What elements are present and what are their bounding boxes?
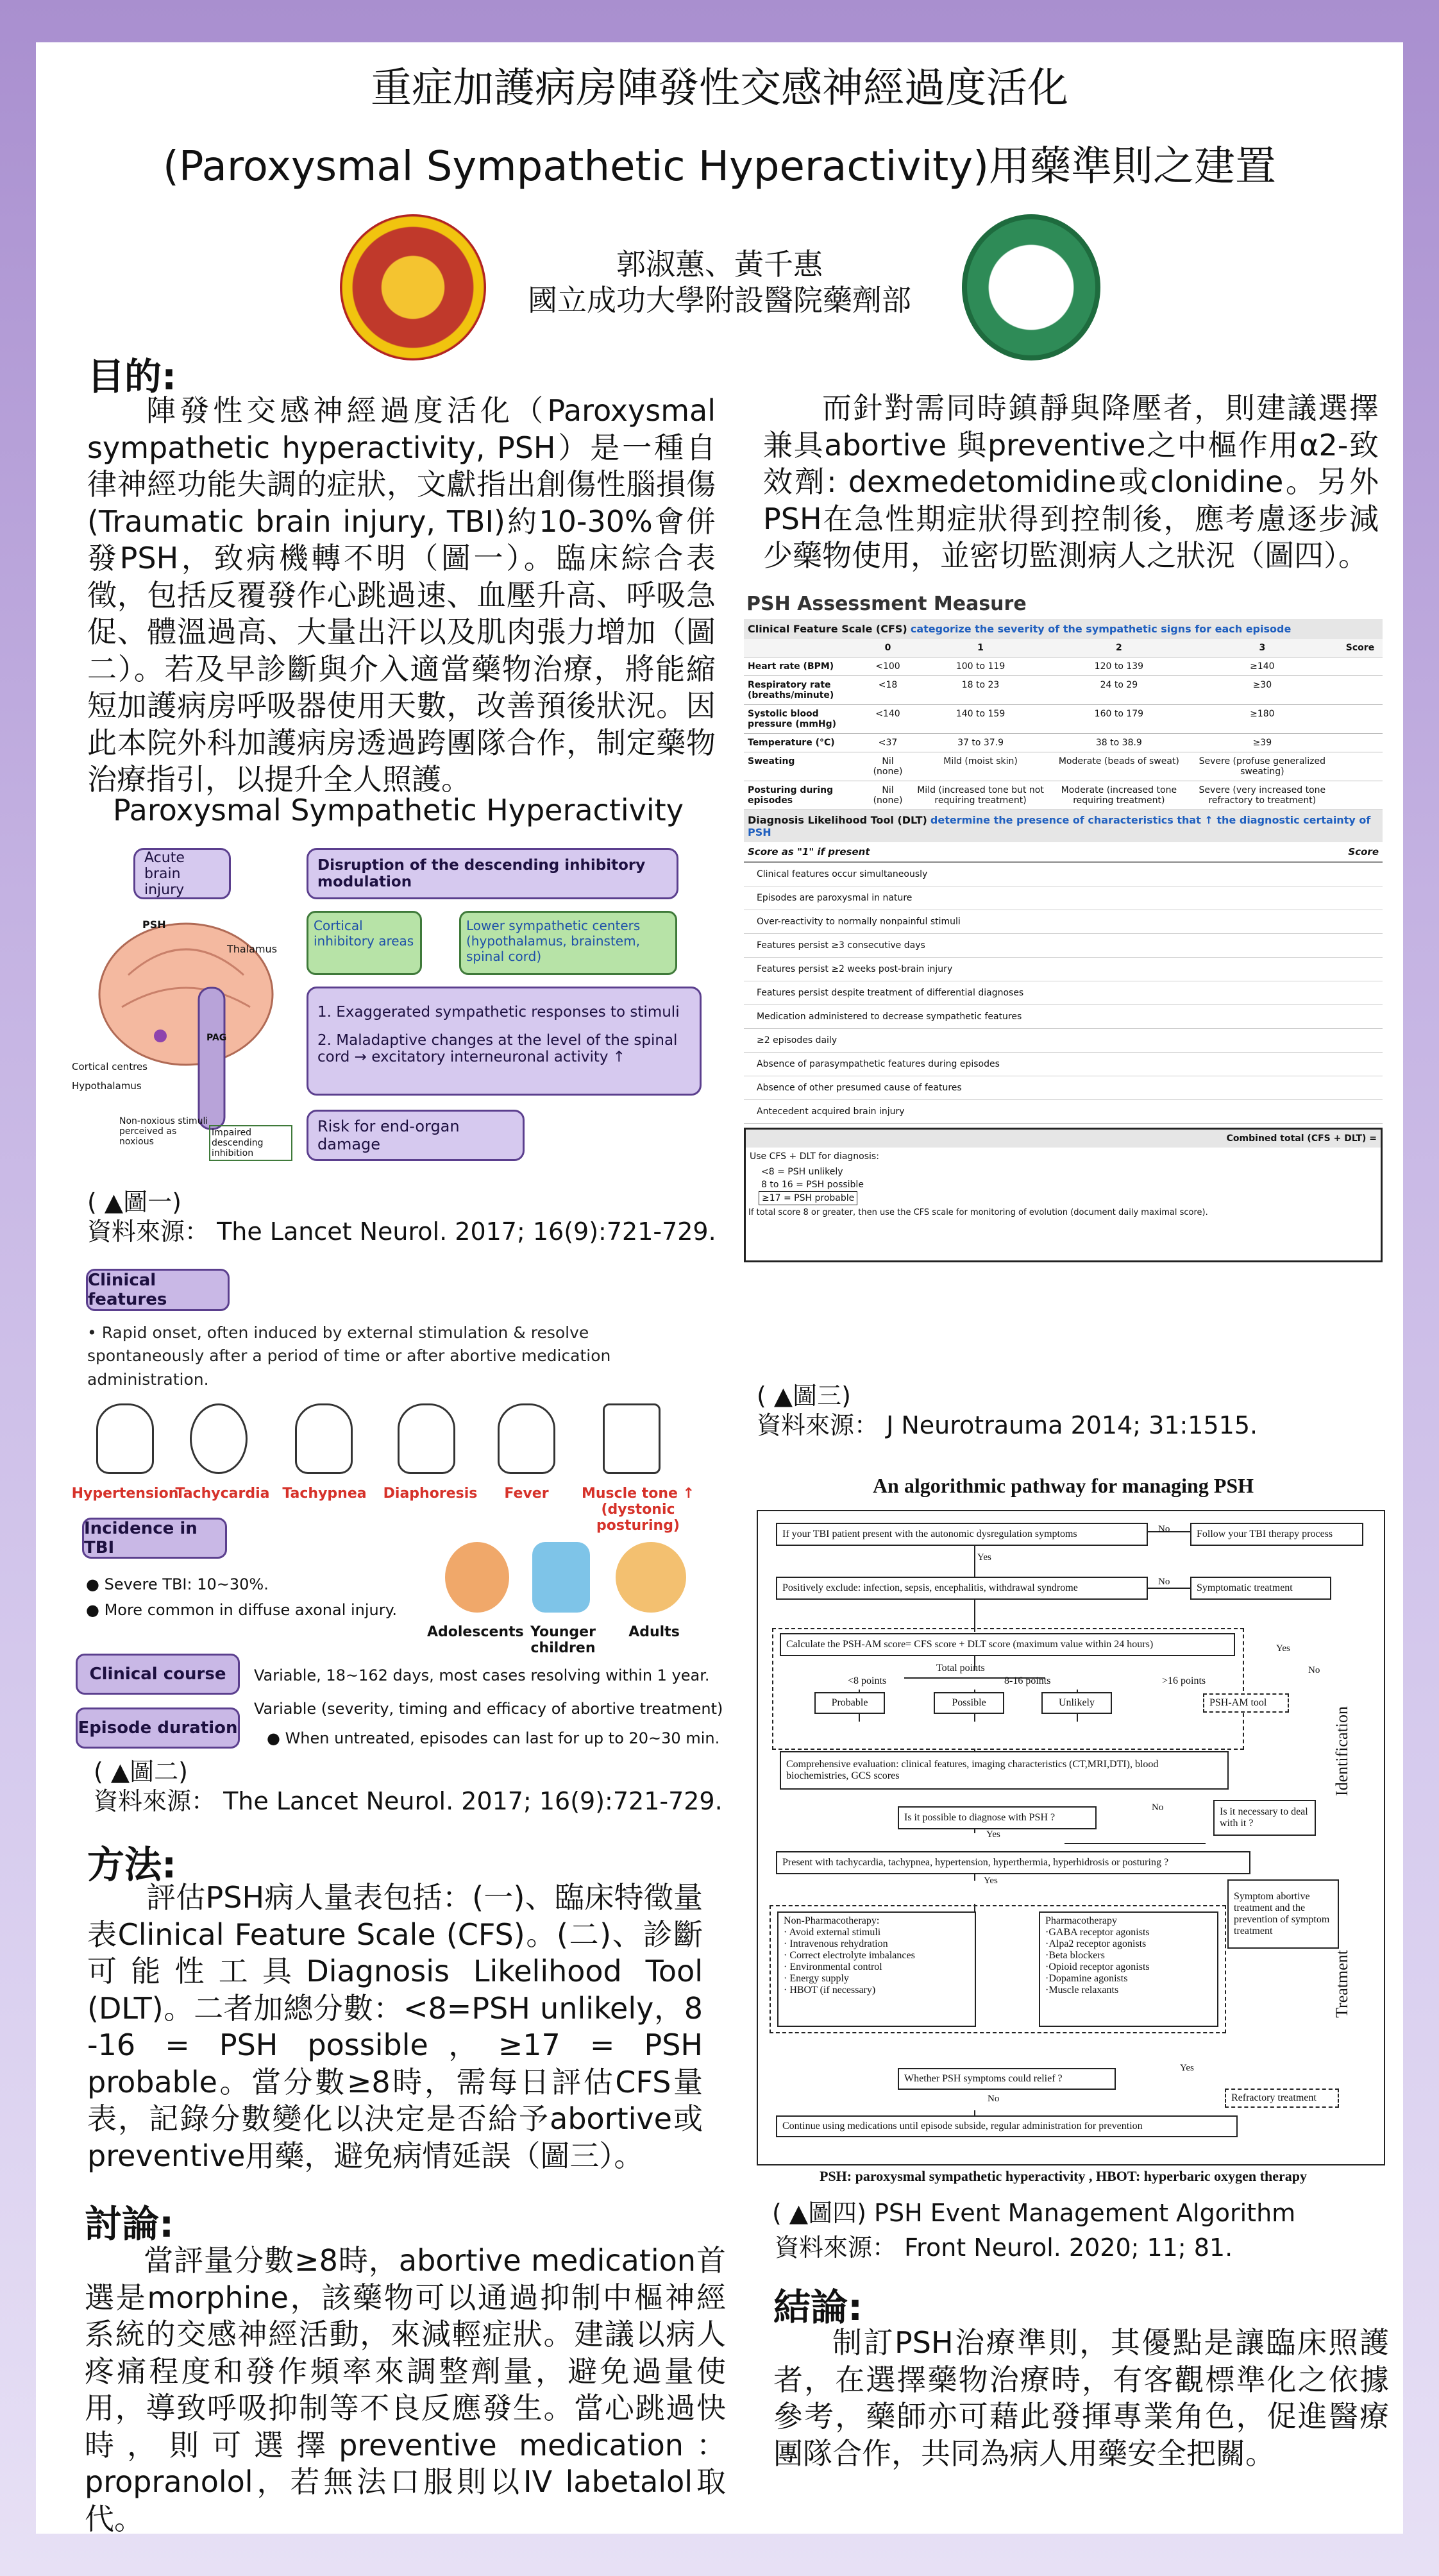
list-item: ≥2 episodes daily <box>744 1029 1383 1053</box>
fig4-possible: Possible <box>934 1692 1004 1714</box>
list-item: Absence of parasympathetic features during episodes <box>744 1053 1383 1076</box>
fig2-incidence: Incidence in TBI <box>82 1518 227 1559</box>
cell <box>1338 734 1383 752</box>
cell: Mild (moist skin) <box>910 752 1051 781</box>
fig1-cortical: Cortical inhibitory areas <box>307 911 422 975</box>
cfs-col: 2 <box>1051 639 1187 657</box>
fig2-common: ● More common in diffuse axonal injury. <box>86 1601 398 1619</box>
fig4-b1: If your TBI patient present with the autonomic dysregulation symptoms <box>776 1523 1148 1546</box>
fig1-point1: 1. Exaggerated sympathetic responses to stimuli <box>317 1004 680 1021</box>
fig4-tool: PSH-AM tool <box>1203 1693 1289 1713</box>
list-item: ·Alpa2 receptor agonists <box>1045 1938 1147 1949</box>
table-row <box>744 734 1383 752</box>
cfs-col <box>744 639 866 657</box>
fig3-combined-box <box>744 1128 1383 1262</box>
cell: 18 to 23 <box>910 676 1051 705</box>
fig1-cortical-centres-label: Cortical centres <box>72 1061 147 1072</box>
fig1-caption: ( ▲圖一) <box>87 1188 181 1216</box>
cell: Moderate (increased tone requiring treatment) <box>1051 781 1187 810</box>
cell: <18 <box>866 676 910 705</box>
diaphoresis-icon <box>398 1403 455 1474</box>
list-item: Medication administered to decrease sympathetic features <box>744 1005 1383 1029</box>
fig3-dlt-subheader <box>744 842 1383 863</box>
list-item: · Avoid external stimuli <box>784 1927 881 1938</box>
table-row <box>744 752 1383 781</box>
fig1-lower-centers: Lower sympathetic centers (hypothalamus, brainstem, spinal cord) <box>459 911 677 975</box>
list-item: · Intravenous rehydration <box>784 1938 888 1949</box>
fig4-footnote: PSH: paroxysmal sympathetic hyperactivity , HBOT: hyperbaric oxygen therapy <box>820 2168 1307 2184</box>
fig4-b7: Whether PSH symptoms could relief ? <box>898 2068 1116 2090</box>
fig4-b3: Calculate the PSH-AM score= CFS score + DLT score (maximum value within 24 hours) <box>780 1633 1235 1656</box>
department-logo <box>962 214 1100 360</box>
fig4-total: Total points <box>936 1663 985 1674</box>
fig3-dlt-label: Diagnosis Likelihood Tool (DLT) <box>748 814 927 826</box>
conclusion-heading: 結論: <box>773 2285 863 2329</box>
author-names: 郭淑蕙、黃千惠 <box>616 247 823 282</box>
fig4-treatment: Treatment <box>1333 1950 1351 2018</box>
list-item: Features persist ≥2 weeks post-brain injury <box>744 958 1383 981</box>
cell: Mild (increased tone but not requiring treatment) <box>910 781 1051 810</box>
fig2-severe-tbi: ● Severe TBI: 10~30%. <box>86 1575 269 1593</box>
sign-fever: Fever <box>504 1486 549 1502</box>
cfs-col: 3 <box>1187 639 1338 657</box>
cell: Systolic blood pressure (mmHg) <box>744 705 866 734</box>
table-row <box>744 781 1383 810</box>
fig4-yes: Yes <box>1180 2063 1194 2073</box>
cell <box>1338 676 1383 705</box>
table-row <box>744 676 1383 705</box>
fig4-yes: Yes <box>1276 1643 1290 1654</box>
cell: ≥30 <box>1187 676 1338 705</box>
fig3-dlt-header <box>744 810 1383 842</box>
fig1-hypothalamus-label: Hypothalamus <box>72 1080 142 1092</box>
sign-muscle-tone: Muscle tone ↑ (dystonic posturing) <box>581 1486 695 1534</box>
fever-icon <box>498 1403 555 1474</box>
fig2-episode-duration: Episode duration <box>76 1707 240 1749</box>
sign-tachycardia: Tachycardia <box>175 1486 270 1502</box>
cell: Posturing during episodes <box>744 781 866 810</box>
cell: Sweating <box>744 752 866 781</box>
fig1-thalamus-label: Thalamus <box>227 943 278 955</box>
age-younger-children: Younger children <box>530 1624 596 1656</box>
fig4-source: 資料來源： Front Neurol. 2020; 11; 81. <box>775 2233 1233 2262</box>
hypertension-icon <box>96 1403 154 1474</box>
cell: Heart rate (BPM) <box>744 657 866 676</box>
table-row <box>744 639 1383 657</box>
fig4-b2r: Symptomatic treatment <box>1190 1577 1331 1600</box>
fig3-combined: Combined total (CFS + DLT) = <box>746 1130 1381 1148</box>
fig3-dlt-note: determine the presence of characteristics that ↑ the diagnostic certainty of PSH <box>748 814 1371 838</box>
fig4-sym: Symptom abortive treatment and the prevention of symptom treatment <box>1227 1879 1339 1949</box>
list-item: ·Beta blockers <box>1045 1950 1105 1961</box>
fig3-dlt-head: Score as "1" if present <box>748 846 870 858</box>
sign-tachypnea: Tachypnea <box>282 1486 367 1502</box>
list-item: Clinical features occur simultaneously <box>744 863 1383 886</box>
fig1-acute-injury: Acute brain injury <box>133 848 231 899</box>
affiliation: 國立成功大學附設醫院藥劑部 <box>528 283 911 318</box>
list-item: Over-reactivity to normally nonpainful stimuli <box>744 910 1383 934</box>
fig4-no: No <box>1152 1802 1164 1813</box>
fig3-use: Use CFS + DLT for diagnosis: <box>750 1151 879 1162</box>
fig3-assessment-measure <box>744 589 1383 1374</box>
fig2-clinical-course: Clinical course <box>76 1654 240 1695</box>
list-item: · HBOT (if necessary) <box>784 1985 876 1996</box>
list-item: ·GABA receptor agonists <box>1045 1927 1150 1938</box>
cell <box>1338 752 1383 781</box>
sign-diaphoresis: Diaphoresis <box>383 1486 478 1502</box>
cell: Nil (none) <box>866 781 910 810</box>
cell <box>1338 657 1383 676</box>
cell: ≥39 <box>1187 734 1338 752</box>
fig4-no: No <box>1158 1524 1170 1534</box>
cell: ≥180 <box>1187 705 1338 734</box>
cell: 160 to 179 <box>1051 705 1187 734</box>
adolescent-icon <box>445 1542 509 1613</box>
list-item: · Environmental control <box>784 1962 882 1972</box>
fig4-b6: Present with tachycardia, tachypnea, hypertension, hyperthermia, hyperhidrosis or posturing ? <box>776 1851 1250 1874</box>
tachypnea-icon <box>295 1403 353 1474</box>
fig1-psh-label: PSH <box>142 919 166 931</box>
fig3-cfs-label: Clinical Feature Scale (CFS) <box>748 623 907 635</box>
fig4-identification: Identification <box>1333 1706 1351 1797</box>
adult-icon <box>616 1542 686 1613</box>
list-item: Features persist despite treatment of differential diagnoses <box>744 981 1383 1005</box>
fig4-b5r: Is it necessary to deal with it ? <box>1213 1800 1316 1836</box>
fig4-816: 8-16 points <box>1004 1675 1051 1686</box>
table-row <box>744 657 1383 676</box>
fig4-nonpharm <box>777 1911 976 2027</box>
fig2-duration-text: Variable (severity, timing and efficacy of abortive treatment) <box>254 1700 723 1718</box>
muscle-tone-icon <box>603 1403 661 1474</box>
cfs-col: Score <box>1338 639 1383 657</box>
fig3-cfs-header <box>744 619 1383 639</box>
list-item: ·Dopamine agonists <box>1045 1973 1128 1984</box>
fig3-caption: ( ▲圖三) <box>757 1382 851 1410</box>
fig4-lt8: <8 points <box>848 1675 887 1686</box>
list-item: Episodes are paroxysmal in nature <box>744 886 1383 910</box>
fig2-duration-bullet: ● When untreated, episodes can last for up to 20~30 min. <box>267 1729 720 1747</box>
fig3-footnote: If total score 8 or greater, then use the CFS scale for monitoring of evolution (document daily maximal score). <box>748 1208 1208 1217</box>
fig4-title: An algorithmic pathway for managing PSH <box>872 1474 1254 1497</box>
cell: Severe (very increased tone refractory to treatment) <box>1187 781 1338 810</box>
fig2-severe-text: Severe TBI: 10~30%. <box>104 1575 269 1593</box>
fig4-yes: Yes <box>977 1552 991 1563</box>
cell: 120 to 139 <box>1051 657 1187 676</box>
cell: 37 to 37.9 <box>910 734 1051 752</box>
fig4-b8: Continue using medications until episode subside, regular administration for prevention <box>776 2115 1238 2137</box>
fig4-arrows <box>757 1510 1385 2165</box>
cell: Severe (profuse generalized sweating) <box>1187 752 1338 781</box>
title-line2: (Paroxysmal Sympathetic Hyperactivity)用藥準則之建置 <box>162 143 1277 191</box>
fig4-caption: ( ▲圖四) PSH Event Management Algorithm <box>772 2199 1296 2227</box>
list-item: · Energy supply <box>784 1973 849 1984</box>
cell <box>1338 781 1383 810</box>
fig4-gt16: >16 points <box>1162 1675 1206 1686</box>
fig4-nonpharm-title: Non-Pharmacotherapy: <box>784 1915 880 1926</box>
title-line1: 重症加護病房陣發性交感神經過度活化 <box>371 65 1068 112</box>
fig4-probable: Probable <box>814 1692 885 1714</box>
fig4-no: No <box>988 2094 1000 2104</box>
cfs-col: 0 <box>866 639 910 657</box>
fig4-pharm <box>1039 1911 1218 2027</box>
tachycardia-icon <box>190 1403 248 1474</box>
right-intro-text: 而針對需同時鎮靜與降壓者，則建議選擇兼具abortive 與preventive之中樞作用α2-致效劑: dexmedetomidine或clonidine。另外PSH在急性期症狀得到控制後，應考慮逐步減少藥物使用，並密切監測病人之狀況（圖四）。 <box>763 391 1379 573</box>
fig4-yes: Yes <box>986 1829 1000 1840</box>
fig4-b1r: Follow your TBI therapy process <box>1190 1523 1363 1546</box>
list-item: Absence of other presumed cause of features <box>744 1076 1383 1100</box>
table-row <box>744 705 1383 734</box>
cell: 140 to 159 <box>910 705 1051 734</box>
list-item: Features persist ≥3 consecutive days <box>744 934 1383 958</box>
methods-text: 評估PSH病人量表包括：(一)、臨床特徵量表Clinical Feature Scale (CFS)。(二)、診斷可能性工具Diagnosis Likelihood Tool (DLT)。二者加總分數：<8=PSH unlikely，8 -16 = PSH possible，≥17 = PSH probable。當分數≥8時，需每日評估CFS量表，記錄分數變化以決定是否給予abortive或preventive用藥，避免病情延誤（圖三）。 <box>87 1880 703 2173</box>
cell: ≥140 <box>1187 657 1338 676</box>
methods-heading: 方法: <box>87 1843 177 1886</box>
conclusion-text: 制訂PSH治療準則，其優點是讓臨床照護者，在選擇藥物治療時，有客觀標準化之依據參考，藥師亦可藉此發揮專業角色，促進醫療團隊合作，共同為病人用藥安全把關。 <box>773 2325 1389 2471</box>
fig1-source: 資料來源： The Lancet Neurol. 2017; 16(9):721-729. <box>87 1217 716 1246</box>
age-adolescents: Adolescents <box>427 1624 524 1640</box>
fig4-pharm-title: Pharmacotherapy <box>1045 1915 1117 1926</box>
fig3-unlikely: <8 = PSH unlikely <box>761 1167 843 1177</box>
fig4-b5: Is it possible to diagnose with PSH ? <box>898 1806 1097 1829</box>
list-item: ·Opioid receptor agonists <box>1045 1962 1150 1972</box>
list-item: ·Muscle relaxants <box>1045 1985 1119 1996</box>
cell: Nil (none) <box>866 752 910 781</box>
purpose-heading: 目的: <box>87 355 177 398</box>
list-item: · Correct electrolyte imbalances <box>784 1950 915 1961</box>
fig4-unlikely: Unlikely <box>1041 1692 1112 1714</box>
cell: Respiratory rate (breaths/minute) <box>744 676 866 705</box>
fig1-point2: 2. Maladaptive changes at the level of the spinal cord → excitatory interneuronal activity ↑ <box>317 1032 678 1065</box>
cell: 24 to 29 <box>1051 676 1187 705</box>
cfs-col: 1 <box>910 639 1051 657</box>
fig2-caption: ( ▲圖二) <box>94 1758 188 1786</box>
fig2-common-text: More common in diffuse axonal injury. <box>104 1601 398 1619</box>
cell: Temperature (°C) <box>744 734 866 752</box>
discussion-text: 當評量分數≥8時，abortive medication首選是morphine，該藥物可以通過抑制中樞神經系統的交感神經活動，來減輕症狀。建議以病人疼痛程度和發作頻率來調整劑量，避免過量使用，導致呼吸抑制等不良反應發生。當心跳過快時，則可選擇preventive medication：propranolol，若無法口服則以IV labetalol取代。 <box>85 2243 726 2536</box>
fig3-cfs-note: categorize the severity of the sympathetic signs for each episode <box>910 623 1292 635</box>
fig4-refractory: Refractory treatment <box>1225 2089 1339 2108</box>
fig3-dlt-score: Score <box>1348 846 1379 858</box>
fig2-course-text: Variable, 18~162 days, most cases resolving within 1 year. <box>254 1666 710 1684</box>
sign-hypertension: Hypertension <box>71 1486 179 1502</box>
purpose-text: 陣發性交感神經過度活化（Paroxysmal sympathetic hyperactivity, PSH）是一種自律神經功能失調的症狀，文獻指出創傷性腦損傷(Traumatic brain injury, TBI)約10-30%會併發PSH，致病機轉不明（圖一）。臨床綜合表徵，包括反覆發作心跳過速、血壓升高、呼吸急促、體溫過高、大量出汗以及肌肉張力增加（圖二）。若及早診斷與介入適當藥物治療，將能縮短加護病房呼吸器使用天數，改善預後狀況。因此本院外科加護病房透過跨團隊合作，制定藥物治療指引，以提升全人照護。 <box>87 393 716 797</box>
fig1-risk: Risk for end-organ damage <box>307 1110 525 1161</box>
cell: <100 <box>866 657 910 676</box>
child-icon <box>532 1542 590 1613</box>
fig3-source: 資料來源： J Neurotrauma 2014; 31:1515. <box>757 1411 1258 1439</box>
list-item: Antecedent acquired brain injury <box>744 1100 1383 1124</box>
cell <box>1338 705 1383 734</box>
cell: <37 <box>866 734 910 752</box>
fig1-disruption: Disruption of the descending inhibitory modulation <box>307 848 678 899</box>
discussion-heading: 討論: <box>85 2202 174 2246</box>
fig1-pag-label: PAG <box>206 1033 227 1043</box>
fig3-title: PSH Assessment Measure <box>746 593 1027 615</box>
university-logo <box>340 214 486 360</box>
fig4-b4: Comprehensive evaluation: clinical features, imaging characteristics (CT,MRI,DTI), blood biochemistries, GCS scores <box>780 1751 1229 1790</box>
cell: 38 to 38.9 <box>1051 734 1187 752</box>
fig3-probable: ≥17 = PSH probable <box>759 1191 857 1205</box>
cell: Moderate (beads of sweat) <box>1051 752 1187 781</box>
fig3-possible: 8 to 16 = PSH possible <box>761 1180 864 1190</box>
fig4-no: No <box>1158 1577 1170 1587</box>
cell: 100 to 119 <box>910 657 1051 676</box>
fig1-mechanisms <box>307 987 702 1096</box>
fig2-rapid-text: Rapid onset, often induced by external stimulation & resolve spontaneously after a period of time or after abortive medication administration. <box>87 1323 611 1389</box>
fig2-rapid-onset: • Rapid onset, often induced by external stimulation & resolve spontaneously after a period of time or after abortive medication administration. <box>87 1323 611 1389</box>
fig4-no: No <box>1308 1665 1320 1675</box>
cell: <140 <box>866 705 910 734</box>
fig4-yes: Yes <box>984 1876 998 1886</box>
fig2-duration-bullet-text: When untreated, episodes can last for up to 20~30 min. <box>285 1729 720 1747</box>
fig1-impaired-label: Impaired descending inhibition <box>209 1125 292 1161</box>
fig1-non-noxious-label: Non-noxious stimuli perceived as noxious <box>119 1116 208 1147</box>
fig4-b2: Positively exclude: infection, sepsis, encephalitis, withdrawal syndrome <box>776 1577 1148 1600</box>
fig2-source: 資料來源： The Lancet Neurol. 2017; 16(9):721-729. <box>94 1787 723 1815</box>
fig1-title: Paroxysmal Sympathetic Hyperactivity <box>113 793 684 827</box>
fig2-clinical-features: Clinical features <box>86 1269 230 1311</box>
fig3-cfs-table <box>744 639 1383 810</box>
age-adults: Adults <box>628 1624 680 1640</box>
